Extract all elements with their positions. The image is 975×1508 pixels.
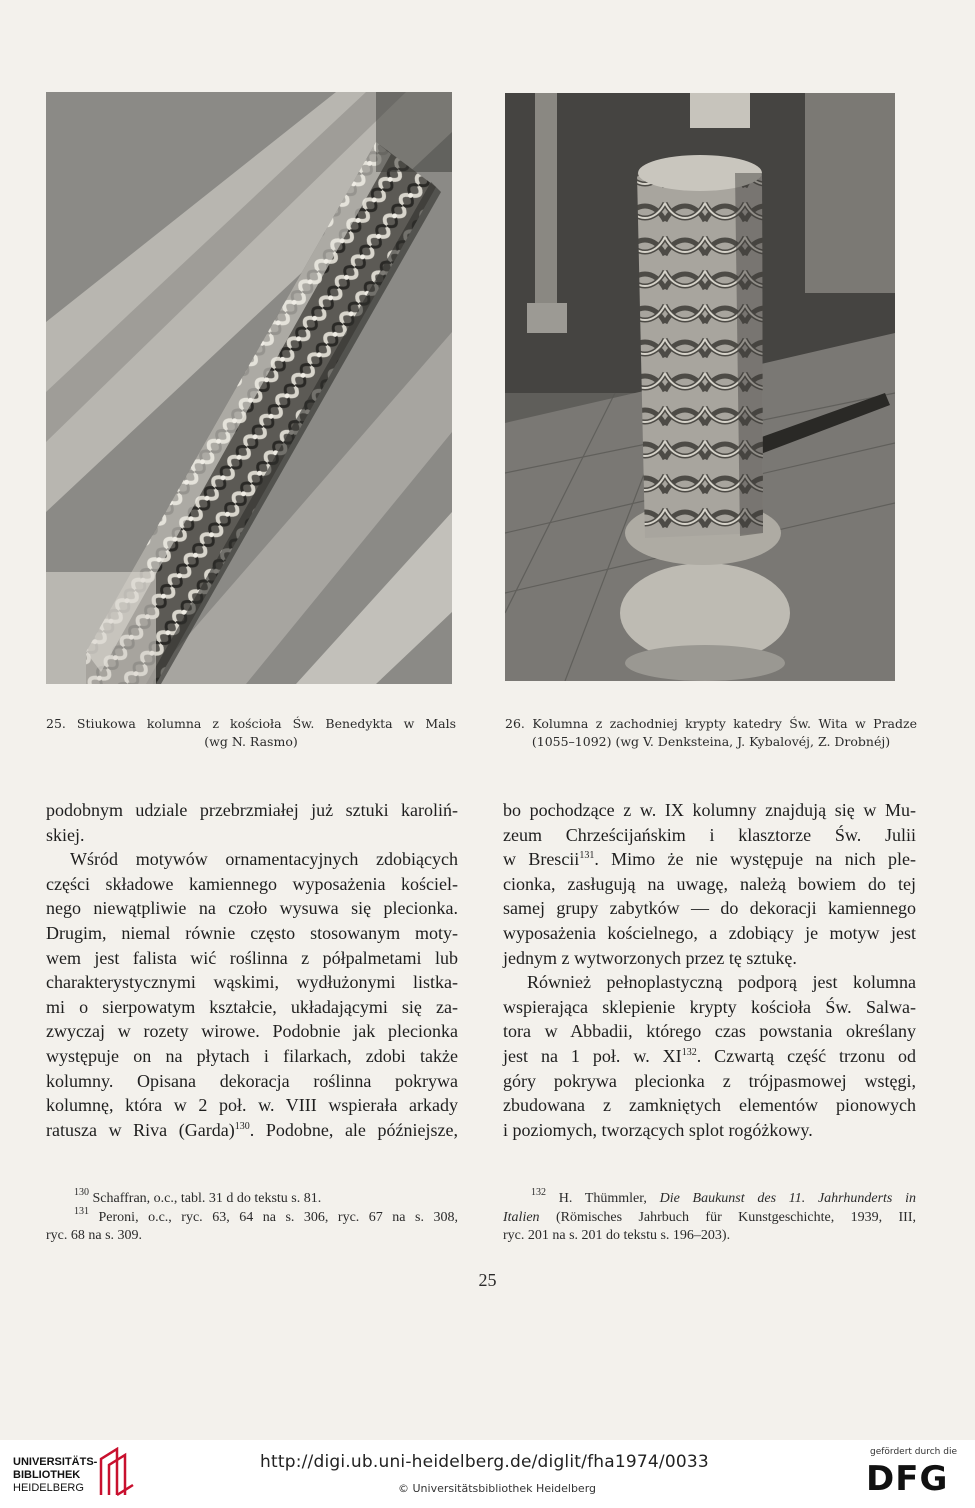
text-line: podobnym udziale przebrzmiałej już sztuki karoliń-: [46, 800, 458, 820]
text-line: góry pokrywa plecionka z trójpasmowej wstęgi,: [503, 1070, 916, 1091]
footnote-131: $^{131}$ Peroni, o.c., ryc. 63, 64 na s. 306, ryc. 67 na s. 308,: [74, 1205, 458, 1225]
footnote-ref-131: 131: [579, 850, 595, 862]
text-line: mi o sierpowatym kształcie, układającymi się za-: [46, 996, 458, 1017]
footnote-ref-132: 132: [681, 1046, 697, 1058]
figure-26-photo: [505, 93, 895, 681]
footnote-131-cont: ryc. 68 na s. 309.: [46, 1228, 143, 1243]
footnote-132: $^{132}$ H. Thümmler, Die Baukunst des 11. Jahrhunderts in: [531, 1187, 916, 1206]
figure-25-photo: [46, 92, 452, 684]
text-line: wem jest falista wić roślinna z półpalmetami lub: [46, 947, 458, 968]
text-line: skiej.: [46, 824, 85, 845]
permalink-url[interactable]: http://digi.ub.uni-heidelberg.de/diglit/fha1974/0033: [260, 1452, 709, 1472]
text-line: Drugim, niemal równie często stosowanym moty-: [46, 922, 458, 943]
caption-source: (wg N. Rasmo): [204, 734, 298, 749]
copyright-notice: © Universitätsbibliothek Heidelberg: [398, 1482, 597, 1495]
dfg-logo[interactable]: DFG: [866, 1459, 949, 1499]
footnote-132-cont: Italien (Römisches Jahrbuch für Kunstgeschichte, 1939, III,: [503, 1209, 916, 1225]
viewer-footer: [0, 1440, 975, 1508]
text-line: nego niewątpliwie na czoło wysuwa się plecionka.: [46, 898, 458, 919]
text-line: w Brescii$^{131}$. Mimo że nie występuje na nich ple-: [503, 849, 916, 870]
text-line: i poziomych, tworzących splot rogóżkowy.: [503, 1119, 813, 1140]
text-line: Wśród motywów ornamentacyjnych zdobiących: [70, 849, 458, 870]
footnote-ref-130: 130: [234, 1120, 250, 1132]
text-line: bo pochodzące z w. IX kolumny znajdują się w Mu-: [503, 800, 916, 820]
right-text-column: [503, 798, 916, 1142]
text-line: zbudowana z zamkniętych elementów pionowych: [503, 1095, 916, 1116]
text-line: charakterystycznymi wąskimi, wydłużonymi listka-: [46, 972, 458, 993]
text-line: kolumny. Opisana dekoracja roślinna pokrywa: [46, 1070, 458, 1091]
text-line: Również pełnoplastyczną podporą jest kolumna: [527, 972, 916, 993]
text-line: wspierająca sklepienie krypty kościoła Św. Salwa-: [503, 996, 916, 1017]
caption-text: 25. Stiukowa kolumna z kościoła Św. Benedykta w Mals: [46, 716, 456, 731]
text-line: jednym z wytworzonych przez tę sztukę.: [503, 947, 797, 968]
library-logo-icon[interactable]: [97, 1447, 137, 1499]
footnote-132-cont2: ryc. 201 na s. 201 do tekstu s. 196–203).: [503, 1228, 731, 1243]
text-line: części składowe kamiennego wyposażenia kościel-: [46, 873, 458, 894]
left-text-column: [46, 798, 458, 1142]
text-line: ratusza w Riva (Garda)$^{130}$. Podobne, ale późniejsze,: [46, 1119, 458, 1140]
text-line: zwyczaj w rozety wirowe. Podobnie jak plecionka: [46, 1021, 458, 1042]
footnotes-right: [503, 1187, 916, 1246]
text-line: tora w Abbadii, którego czas powstania określany: [503, 1021, 916, 1042]
text-line: cionka, zasługują na uwagę, należą bowiem do tej: [503, 873, 916, 894]
crypt-column-image: [505, 93, 895, 681]
figure-26-caption: [505, 715, 917, 751]
caption-text: 26. Kolumna z zachodniej krypty katedry Św. Wita w Pradze: [505, 716, 917, 731]
page-number: 25: [478, 1270, 497, 1290]
stucco-column-image: [46, 92, 452, 684]
footnote-130: $^{130}$ Schaffran, o.c., tabl. 31 d do tekstu s. 81.: [74, 1187, 322, 1206]
text-line: samej grupy zabytków — do dekoracji kamiennego: [503, 898, 916, 919]
funding-label: gefördert durch die: [870, 1447, 957, 1457]
library-name[interactable]: UNIVERSITÄTS- BIBLIOTHEK HEIDELBERG: [13, 1456, 98, 1494]
text-line: zeum Chrześcijańskim i klasztorze Św. Julii: [503, 824, 916, 845]
text-line: występuje on na płytach i filarkach, zdobi także: [46, 1045, 458, 1066]
text-line: kolumnę, która w 2 poł. w. VIII wspierała arkady: [46, 1095, 458, 1116]
figure-25-caption: [46, 715, 456, 751]
footnotes-left: [46, 1187, 458, 1246]
text-line: wyposażenia kościelnego, a zdobiący je motyw jest: [503, 922, 916, 943]
caption-source: (1055–1092) (wg V. Denksteina, J. Kybalovéj, Z. Drobnéj): [531, 734, 891, 749]
text-line: jest na 1 poł. w. XI$^{132}$. Czwartą część trzonu od: [503, 1045, 916, 1066]
